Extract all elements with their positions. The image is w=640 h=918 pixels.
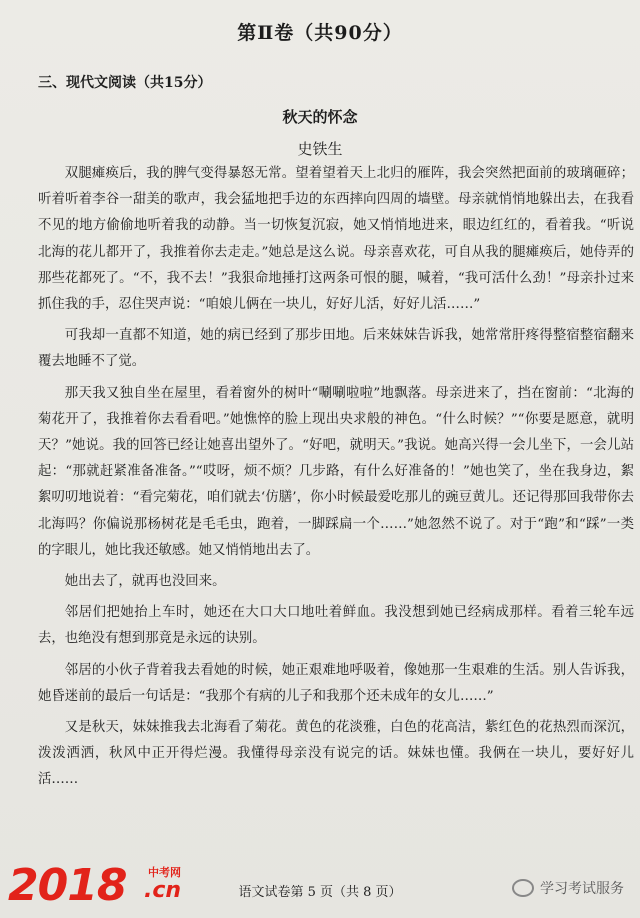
paragraph-2: 可我却一直都不知道，她的病已经到了那步田地。后来妹妹告诉我，她常常肝疼得整宿整宿翻来覆去地睡不了觉。 (38, 328, 634, 370)
site-logo[interactable] (8, 858, 218, 914)
page-footer: 语文试卷第 5 页（共 8 页） (238, 885, 402, 900)
paragraph-5: 邻居们把她抬上车时，她还在大口大口地吐着鲜血。我没想到她已经病成那样。看着三轮车远去，也绝没有想到那竟是永远的诀别。 (38, 605, 634, 647)
page-title: 第Ⅱ卷（共90分） (237, 22, 403, 44)
wechat-icon (512, 879, 534, 897)
logo-domain-text: .cn (144, 878, 182, 903)
essay-author: 史铁生 (297, 140, 343, 158)
essay-body (38, 161, 634, 799)
paragraph-3: 那天我又独自坐在屋里，看着窗外的树叶“唰唰啦啦”地飘落。母亲进来了，挡在窗前：“北海的菊花开了，我推着你去看看吧。”她憔悴的脸上现出央求般的神色。“什么时候？”“你要是愿意，就明天？”她说。我的回答已经让她喜出望外了。“好吧，就明天。”我说。她高兴得一会儿坐下，一会儿站起：“那就赶紧准备准备。”“哎呀，烦不烦？几步路，有什么好准备的！”她也笑了，坐在我身边，絮絮叨叨地说着：“看完菊花，咱们就去‘仿膳’，你小时候最爱吃那儿的豌豆黄儿。还记得那回我带你去北海吗？你偏说那杨树花是毛毛虫，跑着，一脚踩扁一个……”她忽然不说了。对于“跑”和“踩”一类的字眼儿，她比我还敏感。她又悄悄地出去了。 (38, 385, 634, 558)
section-heading: 三、现代文阅读（共15分） (38, 75, 212, 91)
paragraph-6: 邻居的小伙子背着我去看她的时候，她正艰难地呼吸着，像她那一生艰难的生活。别人告诉我，她昏迷前的最后一句话是：“我那个有病的儿子和我那个还未成年的女儿……” (38, 662, 634, 704)
wechat-watermark (512, 878, 624, 898)
logo-main-text: 2018 (8, 860, 127, 911)
paragraph-4: 她出去了，就再也没回来。 (64, 574, 226, 590)
paragraph-7: 又是秋天，妹妹推我去北海看了菊花。黄色的花淡雅，白色的花高洁，紫红色的花热烈而深沉，泼泼洒洒，秋风中正开得烂漫。我懂得母亲没有说完的话。妹妹也懂。我俩在一块儿，要好好儿活…… (38, 720, 634, 788)
logo-sub-text: 中考网 (148, 866, 181, 879)
paragraph-1: 双腿瘫痪后，我的脾气变得暴怒无常。望着望着天上北归的雁阵，我会突然把面前的玻璃砸碎；听着听着李谷一甜美的歌声，我会猛地把手边的东西摔向四周的墙壁。母亲就悄悄地躲出去，在我看不见的地方偷偷地听着我的动静。当一切恢复沉寂，她又悄悄地进来，眼边红红的，看着我。“听说北海的花儿都开了，我推着你去走走。”她总是这么说。母亲喜欢花，可自从我的腿瘫痪后，她侍弄的那些花都死了。“不，我不去！”我狠命地捶打这两条可恨的腿，喊着，“我可活什么劲！”母亲扑过来抓住我的手，忍住哭声说：“咱娘儿俩在一块儿，好好儿活，好好儿活……” (38, 166, 634, 313)
watermark-text: 学习考试服务 (540, 881, 624, 897)
essay-title: 秋天的怀念 (282, 108, 358, 126)
